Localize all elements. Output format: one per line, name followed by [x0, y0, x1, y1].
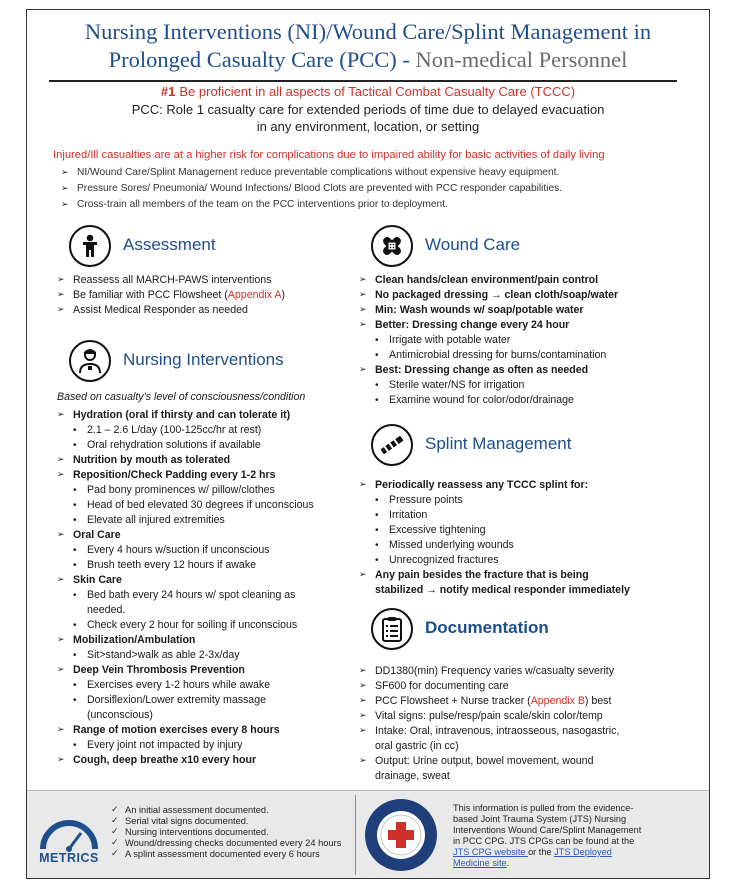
nursing-subitem: • Check every 2 hour for soiling if unconscious	[57, 618, 357, 633]
nursing-item: ➢ Range of motion exercises every 8 hours	[57, 723, 357, 738]
tagline: #1 Be proficient in all aspects of Tactical Combat Casualty Care (TCCC)	[160, 84, 576, 99]
wound-section	[359, 225, 689, 408]
intro-section	[47, 83, 689, 213]
intro-bullet: ➢ NI/Wound Care/Splint Management reduce preventable complications without expensive heavy equipment.	[61, 165, 689, 181]
nursing-subitem: • Pad bony prominences w/ pillow/clothes	[57, 483, 357, 498]
nursing-header	[57, 340, 357, 386]
wound-item: ➢ No packaged dressing → clean cloth/soap/water	[359, 288, 689, 303]
documentation-item: ➢ Vital signs: pulse/resp/pain scale/skin color/temp	[359, 709, 689, 724]
metric-check: ✓ Nursing interventions documented.	[111, 827, 341, 838]
nursing-section	[57, 340, 357, 768]
wound-item: ➢ Min: Wash wounds w/ soap/potable water	[359, 303, 689, 318]
nursing-item: ➢ Hydration (oral if thirsty and can tolerate it)	[57, 408, 357, 423]
documentation-title: Documentation	[425, 618, 549, 637]
intro-bullet: ➢ Cross-train all members of the team on the PCC interventions prior to deployment.	[61, 197, 689, 213]
splint-subitem: • Pressure points	[359, 493, 689, 508]
nursing-subitem: • Every joint not impacted by injury	[57, 738, 357, 753]
metrics-checklist	[111, 805, 341, 860]
documentation-item: ➢ DD1380(min) Frequency varies w/casualty severity	[359, 664, 689, 679]
documentation-item: ➢ SF600 for documenting care	[359, 679, 689, 694]
nursing-item: ➢ Nutrition by mouth as tolerated	[57, 453, 357, 468]
wound-subitem: • Sterile water/NS for irrigation	[359, 378, 689, 393]
bandage-icon	[371, 225, 413, 267]
assessment-item: ➢ Assist Medical Responder as needed	[57, 303, 357, 318]
wound-subitem: • Irrigate with potable water	[359, 333, 689, 348]
appendix-b-ref: Appendix B	[530, 695, 585, 707]
nursing-item: ➢ Cough, deep breathe x10 every hour	[57, 753, 357, 768]
gauge-icon	[35, 815, 103, 855]
nursing-subitem: • Dorsiflexion/Lower extremity massage	[57, 693, 357, 708]
nursing-subitem: • Elevate all injured extremities	[57, 513, 357, 528]
assessment-section	[57, 225, 357, 318]
footer	[27, 790, 709, 878]
clipboard-icon	[371, 608, 413, 650]
risk-statement: Injured/Ill casualties are at a higher risk for complications due to impaired ability for basic activities of daily living	[53, 149, 605, 161]
nursing-intro: Based on casualty’s level of consciousness/condition	[57, 391, 306, 403]
assessment-header	[57, 225, 357, 271]
metrics-logo	[35, 815, 103, 871]
splint-title: Splint Management	[425, 434, 572, 453]
documentation-header	[359, 608, 689, 654]
jts-cpg-website-link[interactable]: JTS CPG website	[453, 847, 529, 857]
splint-item: ➢ Any pain besides the fracture that is being	[359, 568, 689, 583]
nurse-icon	[69, 340, 111, 382]
nursing-subitem: • Exercises every 1-2 hours while awake	[57, 678, 357, 693]
appendix-a-ref: Appendix A	[227, 289, 282, 301]
splint-subitem: • Missed underlying wounds	[359, 538, 689, 553]
nursing-subitem-cont: (unconscious)	[87, 709, 153, 721]
metric-check: ✓ Wound/dressing checks documented every 24 hours	[111, 838, 341, 849]
documentation-item-cont: drainage, sweat	[375, 770, 450, 782]
nursing-subitem-cont: needed.	[87, 604, 126, 616]
nursing-subitem: • Sit>stand>walk as able 2-3x/day	[57, 648, 357, 663]
splint-subitem: • Excessive tightening	[359, 523, 689, 538]
documentation-item-cont: oral gastric (in cc)	[375, 740, 459, 752]
fact-sheet	[26, 9, 710, 879]
metric-check: ✓ An initial assessment documented.	[111, 805, 341, 816]
metric-check: ✓ A splint assessment documented every 6 hours	[111, 849, 341, 860]
nursing-subitem: • Brush teeth every 12 hours if awake	[57, 558, 357, 573]
wound-title: Wound Care	[425, 235, 521, 254]
splint-header	[359, 424, 689, 470]
documentation-item: ➢ PCC Flowsheet + Nurse tracker (Appendix B) best	[359, 694, 689, 709]
nursing-subitem: • Head of bed elevated 30 degrees if unconscious	[57, 498, 357, 513]
nursing-item: ➢ Oral Care	[57, 528, 357, 543]
wound-subitem: • Antimicrobial dressing for burns/contamination	[359, 348, 689, 363]
splint-subitem: • Irritation	[359, 508, 689, 523]
title-divider	[49, 80, 677, 82]
assessment-item: ➢ Be familiar with PCC Flowsheet (Appendix A)	[57, 288, 357, 303]
metric-check: ✓ Serial vital signs documented.	[111, 816, 341, 827]
person-icon	[69, 225, 111, 267]
nursing-item: ➢ Skin Care	[57, 573, 357, 588]
intro-bullets	[47, 165, 689, 213]
pcc-definition: PCC: Role 1 casualty care for extended periods of time due to delayed evacuation in any environment, location, or setting	[131, 102, 605, 134]
nursing-title: Nursing Interventions	[123, 350, 284, 369]
nursing-subitem: • Bed bath every 24 hours w/ spot cleaning as	[57, 588, 357, 603]
wound-subitem: • Examine wound for color/odor/drainage	[359, 393, 689, 408]
jts-source-note: This information is pulled from the evidence-based Joint Trauma System (JTS) Nursing Interventions Wound Care/Splint Management in PCC CPG. JTS CPGs can be found at the JTS CPG website or the JTS Deployed Medicine site.	[453, 803, 642, 868]
nursing-subitem: • Oral rehydration solutions if available	[57, 438, 357, 453]
jts-deployed-medicine-link[interactable]: JTS Deployed Medicine site	[453, 847, 612, 868]
jts-seal-logo	[363, 797, 439, 873]
wound-item: ➢ Best: Dressing change as often as needed	[359, 363, 689, 378]
nursing-item: ➢ Deep Vein Thrombosis Prevention	[57, 663, 357, 678]
nursing-item: ➢ Mobilization/Ambulation	[57, 633, 357, 648]
splint-item-cont: stabilized → notify medical responder immediately	[375, 584, 630, 596]
documentation-item: ➢ Output: Urine output, bowel movement, wound	[359, 754, 689, 769]
splint-icon	[371, 424, 413, 466]
nursing-subitem: • Every 4 hours w/suction if unconscious	[57, 543, 357, 558]
metrics-label: METRICS	[39, 851, 99, 865]
audience-label: Non-medical Personnel	[415, 47, 628, 72]
footer-divider	[355, 795, 356, 875]
splint-section	[359, 424, 689, 598]
assessment-item: ➢ Reassess all MARCH-PAWS interventions	[57, 273, 357, 288]
nursing-item: ➢ Reposition/Check Padding every 1-2 hrs	[57, 468, 357, 483]
intro-bullet: ➢ Pressure Sores/ Pneumonia/ Wound Infections/ Blood Clots are prevented with PCC responder capabilities.	[61, 181, 689, 197]
wound-header	[359, 225, 689, 271]
wound-item: ➢ Better: Dressing change every 24 hour	[359, 318, 689, 333]
page-title: Nursing Interventions (NI)/Wound Care/Splint Management in Prolonged Casualty Care (PCC) - Non-medical Personnel	[84, 19, 652, 72]
documentation-item: ➢ Intake: Oral, intravenous, intraosseous, nasogastric,	[359, 724, 689, 739]
documentation-section	[359, 608, 689, 784]
wound-item: ➢ Clean hands/clean environment/pain control	[359, 273, 689, 288]
splint-item: ➢ Periodically reassess any TCCC splint for:	[359, 478, 689, 493]
nursing-subitem: • 2.1 – 2.6 L/day (100-125cc/hr at rest)	[57, 423, 357, 438]
splint-subitem: • Unrecognized fractures	[359, 553, 689, 568]
assessment-title: Assessment	[123, 235, 216, 254]
